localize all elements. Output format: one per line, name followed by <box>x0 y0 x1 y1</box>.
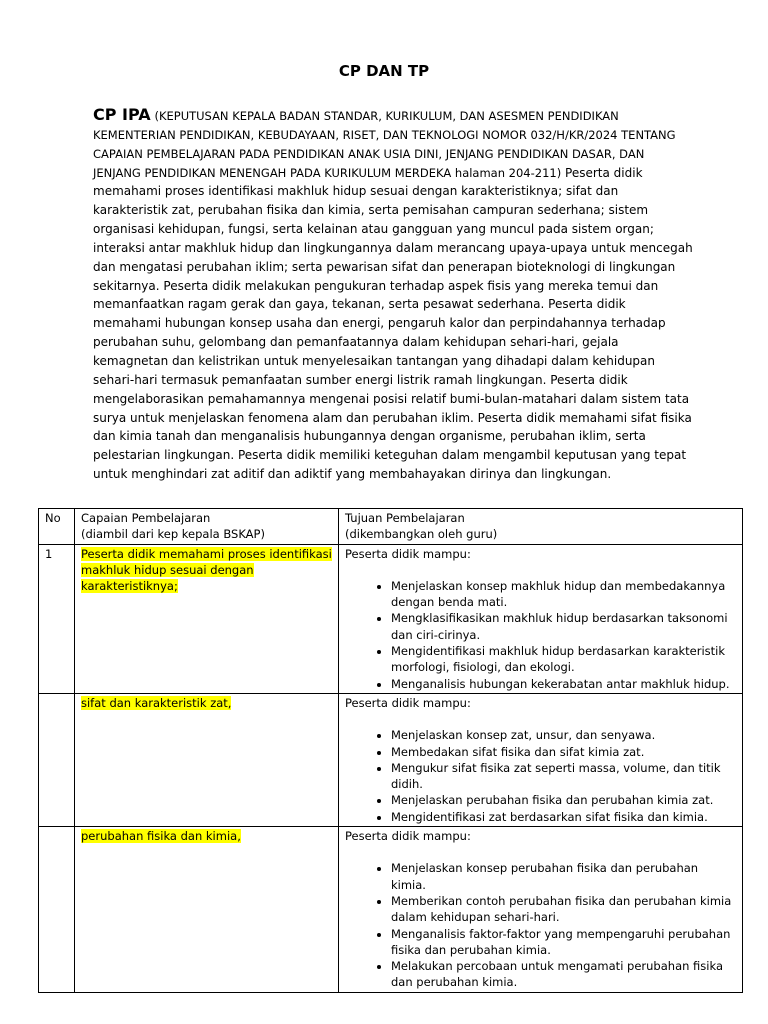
cp-ipa-section <box>93 106 693 484</box>
list-item: • Mengidentifikasi zat berdasarkan sifat fisika dan kimia. <box>391 809 736 825</box>
header-capaian <box>75 509 339 545</box>
tujuan-cell <box>339 693 743 826</box>
table-header-row <box>39 509 743 545</box>
list-item: • Menjelaskan perubahan fisika dan perubahan kimia zat. <box>391 792 736 808</box>
list-item: • Menjelaskan konsep makhluk hidup dan membedakannya dengan benda mati. <box>391 578 736 611</box>
list-item: • Mengklasifikasikan makhluk hidup berdasarkan taksonomi dan ciri-cirinya. <box>391 610 736 643</box>
table-row <box>39 544 743 693</box>
list-item: • Menganalisis faktor-faktor yang mempengaruhi perubahan fisika dan perubahan kimia. <box>391 926 736 959</box>
capaian-highlight: sifat dan karakteristik zat, <box>81 695 232 710</box>
cp-ipa-reference: (KEPUTUSAN KEPALA BADAN STANDAR, KURIKULUM, DAN ASESMEN PENDIDIKAN KEMENTERIAN PENDIDIKAN, KEBUDAYAAN, RISET, DAN TEKNOLOGI NOMOR 032/H/KR/2024 TENTANG CAPAIAN PEMBELAJARAN PADA PENDIDIKAN ANAK USIA DINI, JENJANG PENDIDIKAN DASAR, DAN JENJANG PENDIDIKAN MENENGAH PADA KURIKULUM MERDEKA halaman 204-211) <box>93 109 676 180</box>
capaian-cell <box>75 827 339 993</box>
header-tujuan <box>339 509 743 545</box>
tujuan-lead: Peserta didik mampu: <box>345 546 471 561</box>
header-no: No <box>39 509 75 545</box>
list-item: • Membedakan sifat fisika dan sifat kimia zat. <box>391 744 736 760</box>
list-item: • Menjelaskan konsep zat, unsur, dan senyawa. <box>391 727 736 743</box>
cp-tp-table <box>38 508 743 993</box>
capaian-highlight: Peserta didik memahami proses identifikasi makhluk hidup sesuai dengan karakteristiknya; <box>81 546 332 594</box>
list-item: • Menganalisis hubungan kekerabatan antar makhluk hidup. <box>391 676 736 692</box>
row-number <box>39 693 75 826</box>
capaian-cell <box>75 693 339 826</box>
tujuan-lead: Peserta didik mampu: <box>345 695 471 710</box>
header-capaian-note: (diambil dari kep kepala BSKAP) <box>81 527 265 542</box>
cp-ipa-body: Peserta didik memahami proses identifikasi makhluk hidup sesuai dengan karakteristiknya; sifat dan karakteristik zat, perubahan fisika dan kimia, serta pemisahan campuran sederhana; sistem organisasi kehidupan, fungsi, serta kelainan atau gangguan yang muncul pada sistem organ; interaksi antar makhluk hidup dan lingkungannya dalam merancang upaya-upaya untuk mencegah dan mengatasi perubahan iklim; serta pewarisan sifat dan penerapan bioteknologi di lingkungan sekitarnya. Peserta didik melakukan pengukuran terhadap aspek fisis yang mereka temui dan memanfaatkan ragam gerak dan gaya, tekanan, serta pesawat sederhana. Peserta didik memahami hubungan konsep usaha dan energi, pengaruh kalor dan perpindahannya terhadap perubahan suhu, gelombang dan pemanfaatannya dalam kehidupan sehari-hari, gejala kemagnetan dan kelistrikan untuk menyelesaikan tantangan yang dihadapi dalam kehidupan sehari-hari termasuk pemanfaatan sumber energi listrik ramah lingkungan. Peserta didik mengelaborasikan pemahamannya mengenai posisi relatif bumi-bulan-matahari dalam sistem tata surya untuk menjelaskan fenomena alam dan perubahan iklim. Peserta didik memahami sifat fisika dan kimia tanah dan menganalisis hubungannya dengan organisme, perubahan iklim, serta pelestarian lingkungan. Peserta didik memiliki keteguhan dalam mengambil keputusan yang tepat untuk menghindari zat aditif dan adiktif yang membahayakan dirinya dan lingkungan. <box>93 165 693 482</box>
row-number <box>39 827 75 993</box>
list-item: • Memberikan contoh perubahan fisika dan perubahan kimia dalam kehidupan sehari-hari. <box>391 893 736 926</box>
tujuan-list <box>345 860 736 990</box>
header-capaian-title: Capaian Pembelajaran <box>81 511 211 525</box>
tujuan-cell <box>339 544 743 693</box>
row-number: 1 <box>39 544 75 693</box>
list-item: • Menjelaskan konsep perubahan fisika dan perubahan kimia. <box>391 860 736 893</box>
table-row <box>39 827 743 993</box>
header-tujuan-title: Tujuan Pembelajaran <box>345 511 465 525</box>
header-tujuan-note: (dikembangkan oleh guru) <box>345 527 498 542</box>
tujuan-list <box>345 727 736 825</box>
list-item: • Mengidentifikasi makhluk hidup berdasarkan karakteristik morfologi, fisiologi, dan ekologi. <box>391 643 736 676</box>
cp-ipa-heading: CP IPA <box>93 105 151 124</box>
capaian-cell <box>75 544 339 693</box>
tujuan-cell <box>339 827 743 993</box>
tujuan-list <box>345 578 736 692</box>
page-title: CP DAN TP <box>338 62 430 80</box>
capaian-highlight: perubahan fisika dan kimia, <box>81 829 241 844</box>
list-item: • Mengukur sifat fisika zat seperti massa, volume, dan titik didih. <box>391 760 736 793</box>
tujuan-lead: Peserta didik mampu: <box>345 829 471 844</box>
table-row <box>39 693 743 826</box>
list-item: • Melakukan percobaan untuk mengamati perubahan fisika dan perubahan kimia. <box>391 958 736 991</box>
